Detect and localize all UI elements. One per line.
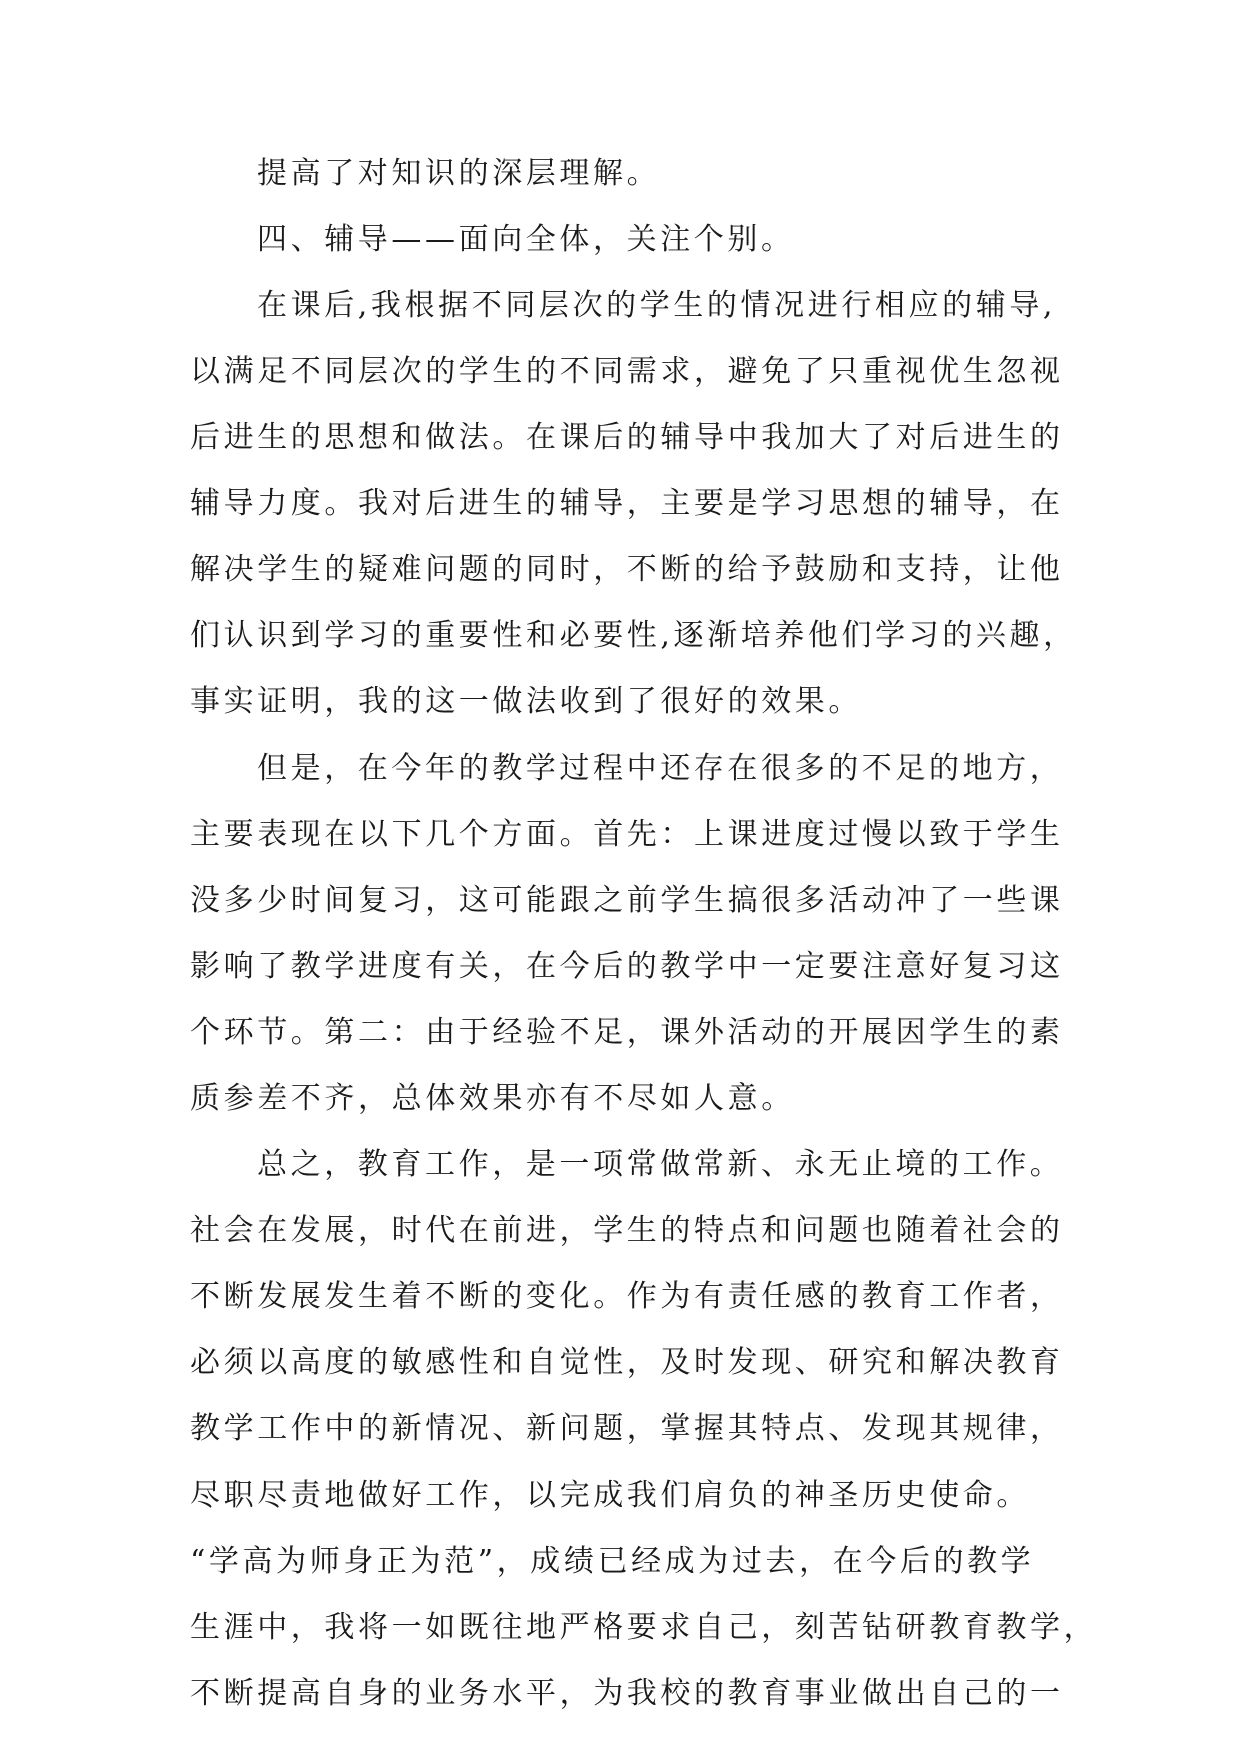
text-line: 尽职尽责地做好工作，以完成我们肩负的神圣历史使命。 bbox=[190, 1478, 1030, 1513]
text-line: 后进生的思想和做法。在课后的辅导中我加大了对后进生的 bbox=[190, 420, 1064, 455]
text-line: 主要表现在以下几个方面。首先：上课进度过慢以致于学生 bbox=[190, 817, 1064, 852]
text-line: 没多少时间复习，这可能跟之前学生搞很多活动冲了一些课 bbox=[190, 883, 1064, 918]
text-line: 生涯中，我将一如既往地严格要求自己，刻苦钻研教育教学， bbox=[190, 1610, 1098, 1645]
text-line: 必须以高度的敏感性和自觉性，及时发现、研究和解决教育 bbox=[190, 1345, 1064, 1380]
text-line: 以满足不同层次的学生的不同需求，避免了只重视优生忽视 bbox=[190, 354, 1064, 389]
text-line: 们认识到学习的重要性和必要性,逐渐培养他们学习的兴趣， bbox=[190, 618, 1077, 653]
text-line: 社会在发展，时代在前进，学生的特点和问题也随着社会的 bbox=[190, 1213, 1064, 1248]
text-line: 不断提高自身的业务水平，为我校的教育事业做出自己的一 bbox=[190, 1676, 1064, 1711]
text-line: 在课后,我根据不同层次的学生的情况进行相应的辅导, bbox=[257, 288, 1057, 323]
text-line: 但是，在今年的教学过程中还存在很多的不足的地方， bbox=[257, 751, 1064, 786]
text-line: 解决学生的疑难问题的同时，不断的给予鼓励和支持，让他 bbox=[190, 552, 1064, 587]
text-line: 不断发展发生着不断的变化。作为有责任感的教育工作者， bbox=[190, 1279, 1064, 1314]
text-line: 影响了教学进度有关，在今后的教学中一定要注意好复习这 bbox=[190, 949, 1064, 984]
text-line: “学高为师身正为范”，成绩已经成为过去，在今后的教学 bbox=[190, 1544, 1035, 1579]
text-line: 教学工作中的新情况、新问题，掌握其特点、发现其规律， bbox=[190, 1411, 1064, 1446]
text-line: 提高了对知识的深层理解。 bbox=[257, 156, 661, 191]
section-heading: 四、辅导——面向全体，关注个别。 bbox=[257, 222, 795, 257]
text-line: 质参差不齐，总体效果亦有不尽如人意。 bbox=[190, 1081, 795, 1116]
text-line: 总之，教育工作，是一项常做常新、永无止境的工作。 bbox=[257, 1147, 1064, 1182]
text-line: 辅导力度。我对后进生的辅导，主要是学习思想的辅导，在 bbox=[190, 486, 1064, 521]
text-line: 个环节。第二：由于经验不足，课外活动的开展因学生的素 bbox=[190, 1015, 1064, 1050]
text-line: 事实证明，我的这一做法收到了很好的效果。 bbox=[190, 684, 862, 719]
